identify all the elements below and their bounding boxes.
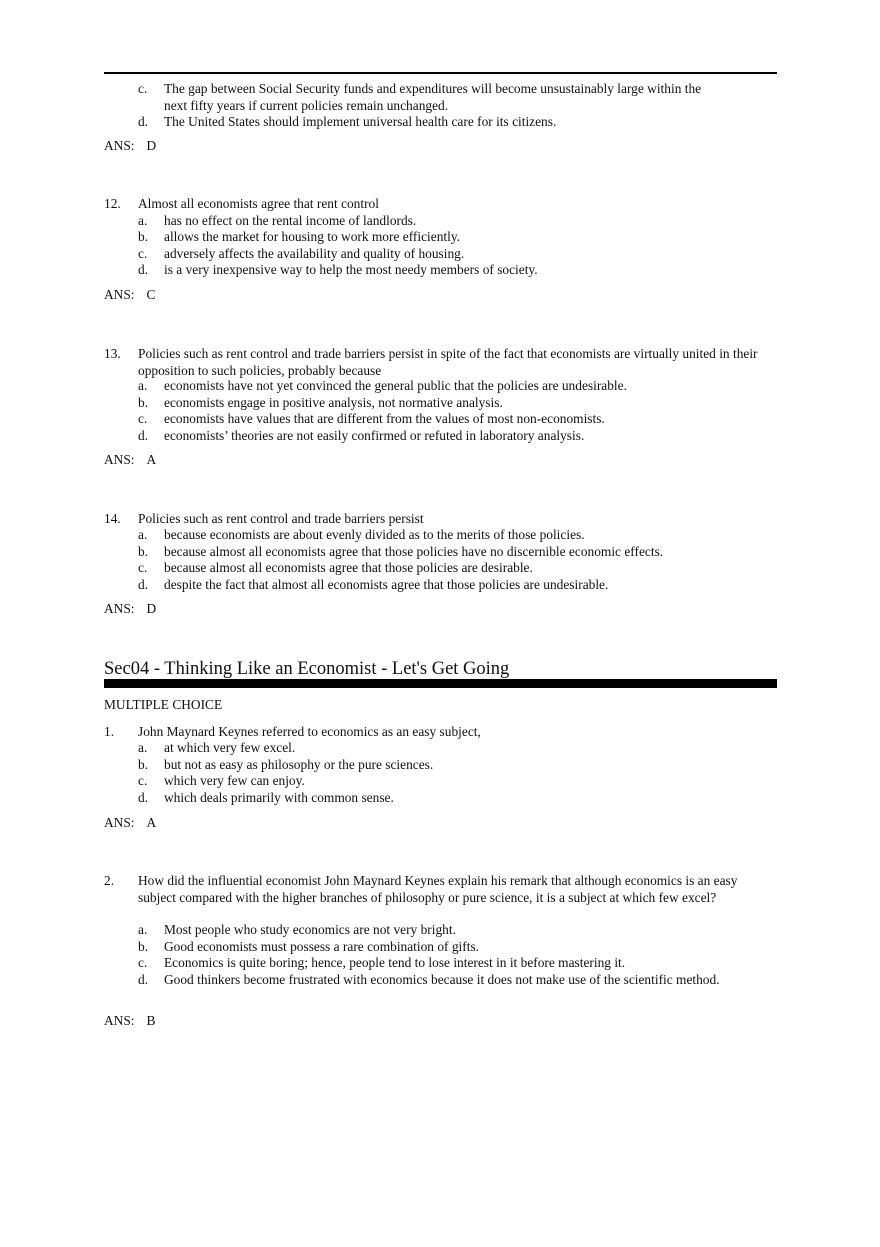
option-text: Most people who study economics are not very bright. (164, 922, 456, 937)
option-text: which deals primarily with common sense. (164, 790, 394, 805)
option-text: because almost all economists agree that those policies have no discernible economic effects. (164, 544, 664, 559)
answer-value: A (146, 452, 157, 467)
s2-answer (104, 1013, 155, 1030)
s2-number: 2. (104, 873, 115, 888)
option-letter: b. (138, 395, 149, 410)
option-text: which very few can enjoy. (164, 773, 305, 788)
option-text: despite the fact that almost all economists agree that those policies are undesirable. (164, 577, 609, 592)
q14-stem: Policies such as rent control and trade barriers persist (138, 511, 424, 526)
option-letter: a. (138, 922, 148, 937)
option-text: economists’ theories are not easily confirmed or refuted in laboratory analysis. (164, 428, 585, 443)
option-letter: c. (138, 81, 148, 96)
option-letter: a. (138, 740, 148, 755)
option-letter: c. (138, 246, 148, 261)
option-text: The United States should implement universal health care for its citizens. (164, 114, 557, 129)
answer-label: ANS: (104, 452, 135, 467)
answer-label: ANS: (104, 601, 135, 616)
option-letter: c. (138, 773, 148, 788)
section-title: Sec04 - Thinking Like an Economist - Let's Get Going (104, 659, 510, 679)
q12-number: 12. (104, 196, 121, 211)
s2-stem: How did the influential economist John Maynard Keynes explain his remark that although economics is an easy subject compared with the higher branches of philosophy or pure science, it is a subject at which few excel? (138, 873, 738, 905)
option-letter: d. (138, 790, 149, 805)
option-text: Good thinkers become frustrated with economics because it does not make use of the scientific method. (164, 972, 720, 987)
option-text: Economics is quite boring; hence, people tend to lose interest in it before mastering it. (164, 955, 626, 970)
option-letter: a. (138, 527, 148, 542)
answer-value: C (146, 287, 156, 302)
s1-number: 1. (104, 724, 115, 739)
answer-value: A (146, 815, 157, 830)
s1-stem: John Maynard Keynes referred to economics as an easy subject, (138, 724, 481, 739)
option-letter: b. (138, 757, 149, 772)
option-text: economists have not yet convinced the general public that the policies are undesirable. (164, 378, 627, 393)
option-letter: b. (138, 229, 149, 244)
answer-label: ANS: (104, 1013, 135, 1028)
option-text: The gap between Social Security funds and expenditures will become unsustainably large within the next fifty years if current policies remain unchanged. (164, 81, 702, 113)
q12-answer (104, 287, 155, 304)
option-letter: b. (138, 939, 149, 954)
option-letter: c. (138, 560, 148, 575)
s1-answer (104, 815, 156, 832)
section-subtitle: MULTIPLE CHOICE (104, 697, 223, 712)
q13-answer (104, 452, 156, 469)
answer-label: ANS: (104, 815, 135, 830)
option-text: is a very inexpensive way to help the most needy members of society. (164, 262, 538, 277)
section-rule (104, 679, 777, 688)
option-letter: d. (138, 428, 149, 443)
option-letter: d. (138, 114, 149, 129)
option-text: Good economists must possess a rare combination of gifts. (164, 939, 480, 954)
top-rule (104, 72, 777, 74)
q11-answer (104, 138, 156, 155)
q14-answer (104, 601, 156, 618)
option-text: economists have values that are different from the values of most non-economists. (164, 411, 605, 426)
option-text: allows the market for housing to work more efficiently. (164, 229, 461, 244)
answer-value: D (146, 138, 157, 153)
answer-value: D (146, 601, 157, 616)
q13-number: 13. (104, 346, 121, 361)
q12-stem: Almost all economists agree that rent control (138, 196, 379, 211)
option-text: has no effect on the rental income of landlords. (164, 213, 417, 228)
q13-stem: Policies such as rent control and trade barriers persist in spite of the fact that economists are virtually united in their opposition to such policies, probably because (138, 346, 758, 378)
option-letter: c. (138, 411, 148, 426)
option-text: but not as easy as philosophy or the pure sciences. (164, 757, 434, 772)
answer-label: ANS: (104, 138, 135, 153)
option-text: because almost all economists agree that those policies are desirable. (164, 560, 533, 575)
answer-value: B (146, 1013, 156, 1028)
option-letter: b. (138, 544, 149, 559)
option-letter: a. (138, 378, 148, 393)
option-text: adversely affects the availability and quality of housing. (164, 246, 465, 261)
option-letter: a. (138, 213, 148, 228)
option-text: at which very few excel. (164, 740, 296, 755)
option-text: because economists are about evenly divided as to the merits of those policies. (164, 527, 585, 542)
q14-number: 14. (104, 511, 121, 526)
option-letter: d. (138, 577, 149, 592)
option-text: economists engage in positive analysis, not normative analysis. (164, 395, 503, 410)
option-letter: d. (138, 972, 149, 987)
option-letter: d. (138, 262, 149, 277)
answer-label: ANS: (104, 287, 135, 302)
option-letter: c. (138, 955, 148, 970)
